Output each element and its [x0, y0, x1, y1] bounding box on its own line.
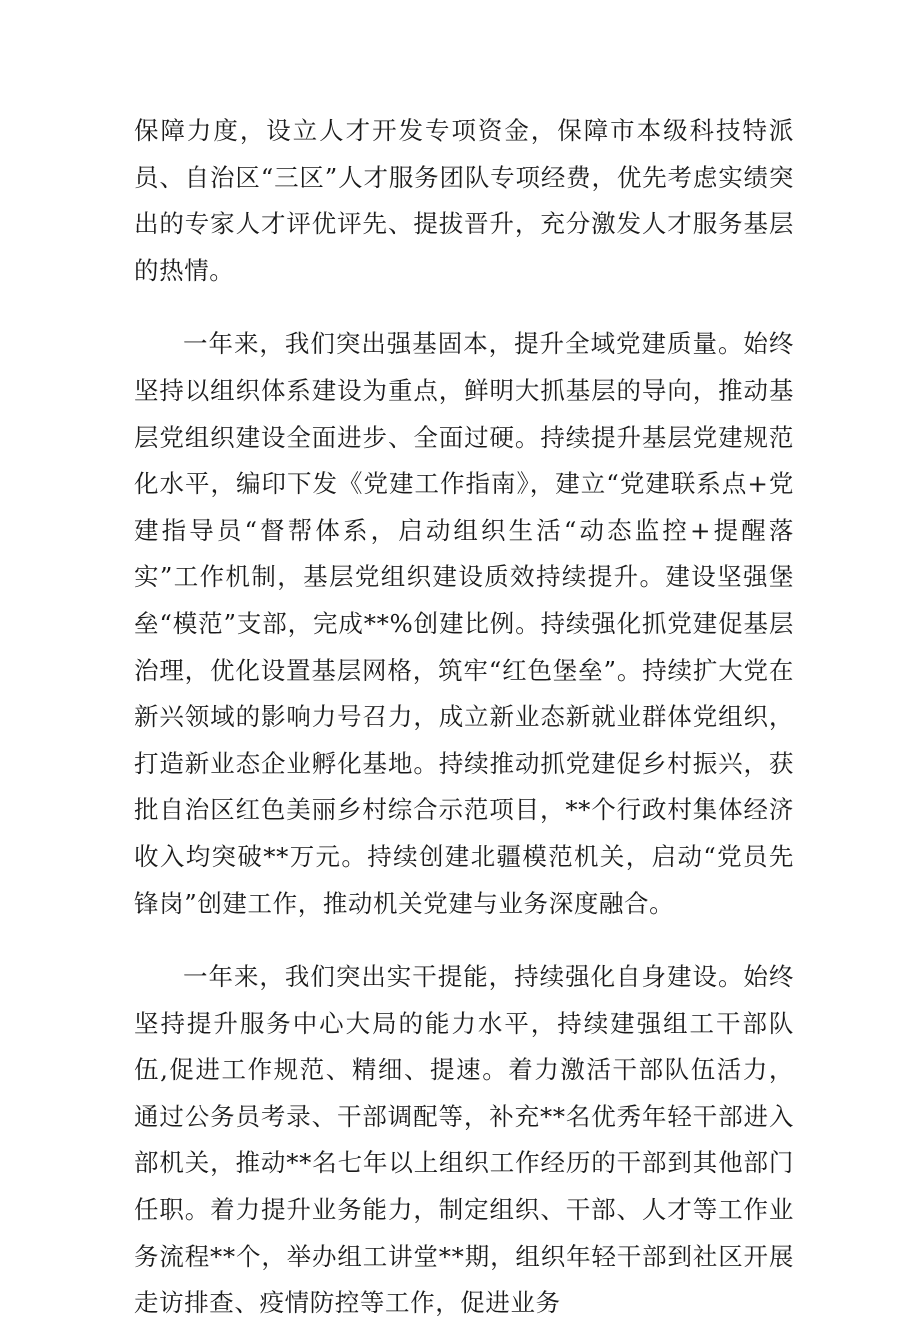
paragraph-3: 一年来，我们突出实干提能，持续强化自身建设。始终坚持提升服务中心大局的能力水平，持续建强组工干部队伍,促进工作规范、精细、提速。着力激活干部队伍活力，通过公务员考录、干部调配等，补充**名优秀年轻干部进入部机关，推动**名七年以上组织工作经历的干部到其他部门任职。着力提升业务能力，制定组织、干部、人才等工作业务流程**个，举办组工讲堂**期，组织年轻干部到社区开展走访排查、疫情防控等工作，促进业务: [134, 962, 794, 1318]
paragraph-2: 一年来，我们突出强基固本，提升全域党建质量。始终坚持以组织体系建设为重点，鲜明大抓基层的导向，推动基层党组织建设全面进步、全面过硬。持续提升基层党建规范化水平，编印下发《党建工作指南》，建立“党建联系点+党建指导员“督帮体系，启动组织生活“动态监控+提醒落实”工作机制，基层党组织建设质效持续提升。建设坚强堡垒“模范”支部，完成**%创建比例。持续强化抓党建促基层治理，优化设置基层网格，筑牢“红色堡垒”。持续扩大党在新兴领域的影响力号召力，成立新业态新就业群体党组织，打造新业态企业孵化基地。持续推动抓党建促乡村振兴，获批自治区红色美丽乡村综合示范项目，**个行政村集体经济收入均突破**万元。持续创建北疆模范机关，启动“党员先锋岗”创建工作，推动机关党建与业务深度融合。: [134, 329, 794, 918]
document-body: [134, 108, 794, 1327]
paragraph-1: 保障力度，设立人才开发专项资金，保障市本级科技特派员、自治区“三区”人才服务团队专项经费，优先考虑实绩突出的专家人才评优评先、提拔晋升，充分激发人才服务基层的热情。: [134, 116, 794, 285]
